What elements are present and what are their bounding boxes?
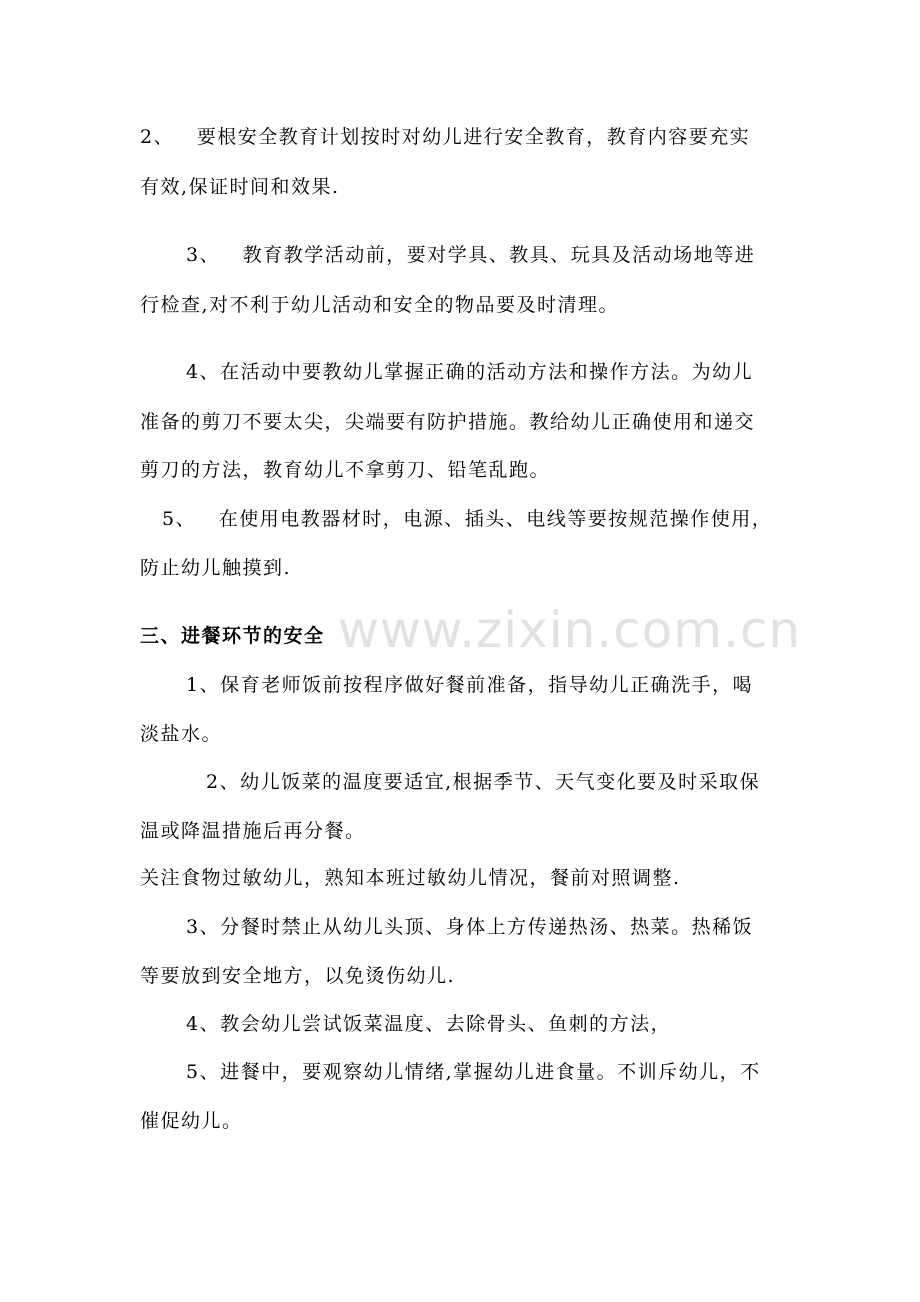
allergy-note: 关注食物过敏幼儿，熟知本班过敏幼儿情况，餐前对照调整. bbox=[140, 867, 681, 889]
paragraph-4-line-1: 4、在活动中要教幼儿掌握正确的活动方法和操作方法。为幼儿 bbox=[186, 361, 754, 383]
meal-item-3-line-2: 等要放到安全地方，以免烫伤幼儿. bbox=[140, 965, 456, 987]
paragraph-5-line-2: 防止幼儿触摸到. bbox=[140, 557, 292, 579]
meal-item-2-line-2: 温或降温措施后再分餐。 bbox=[140, 820, 366, 842]
paragraph-4-line-3: 剪刀的方法，教育幼儿不拿剪刀、铅笔乱跑。 bbox=[140, 459, 551, 481]
paragraph-5-line-1: 5、 在使用电教器材时，电源、插头、电线等要按规范操作使用， bbox=[162, 508, 773, 530]
meal-item-4-line-1: 4、教会幼儿尝试饭菜温度、去除骨头、鱼刺的方法， bbox=[186, 1013, 672, 1035]
meal-item-5-line-1: 5、进餐中，要观察幼儿情绪,掌握幼儿进食量。不训斥幼儿，不 bbox=[186, 1061, 761, 1083]
section-heading: 三、进餐环节的安全 bbox=[140, 625, 325, 647]
paragraph-2-line-2: 有效,保证时间和效果. bbox=[140, 176, 340, 198]
meal-item-3-line-1: 3、分餐时禁止从幼儿头顶、身体上方传递热汤、热菜。热稀饭 bbox=[186, 916, 754, 938]
paragraph-4-line-2: 准备的剪刀不要太尖，尖端要有防护措施。教给幼儿正确使用和递交 bbox=[140, 411, 756, 433]
meal-item-1-line-1: 1、保育老师饭前按程序做好餐前准备，指导幼儿正确洗手，喝 bbox=[186, 674, 754, 696]
paragraph-3-line-1: 3、 教育教学活动前，要对学具、教具、玩具及活动场地等进 bbox=[186, 244, 756, 266]
paragraph-3-line-2: 行检查,对不利于幼儿活动和安全的物品要及时清理。 bbox=[140, 294, 620, 316]
meal-item-2-line-1: 2、幼儿饭菜的温度要适宜,根据季节、天气变化要及时采取保 bbox=[206, 771, 761, 793]
paragraph-2-line-1: 2、 要根安全教育计划按时对幼儿进行安全教育，教育内容要充实 bbox=[140, 126, 751, 148]
meal-item-5-line-2: 催促幼儿。 bbox=[140, 1110, 243, 1132]
watermark: www.zixin.com.cn bbox=[338, 601, 802, 659]
meal-item-1-line-2: 淡盐水。 bbox=[140, 723, 223, 745]
